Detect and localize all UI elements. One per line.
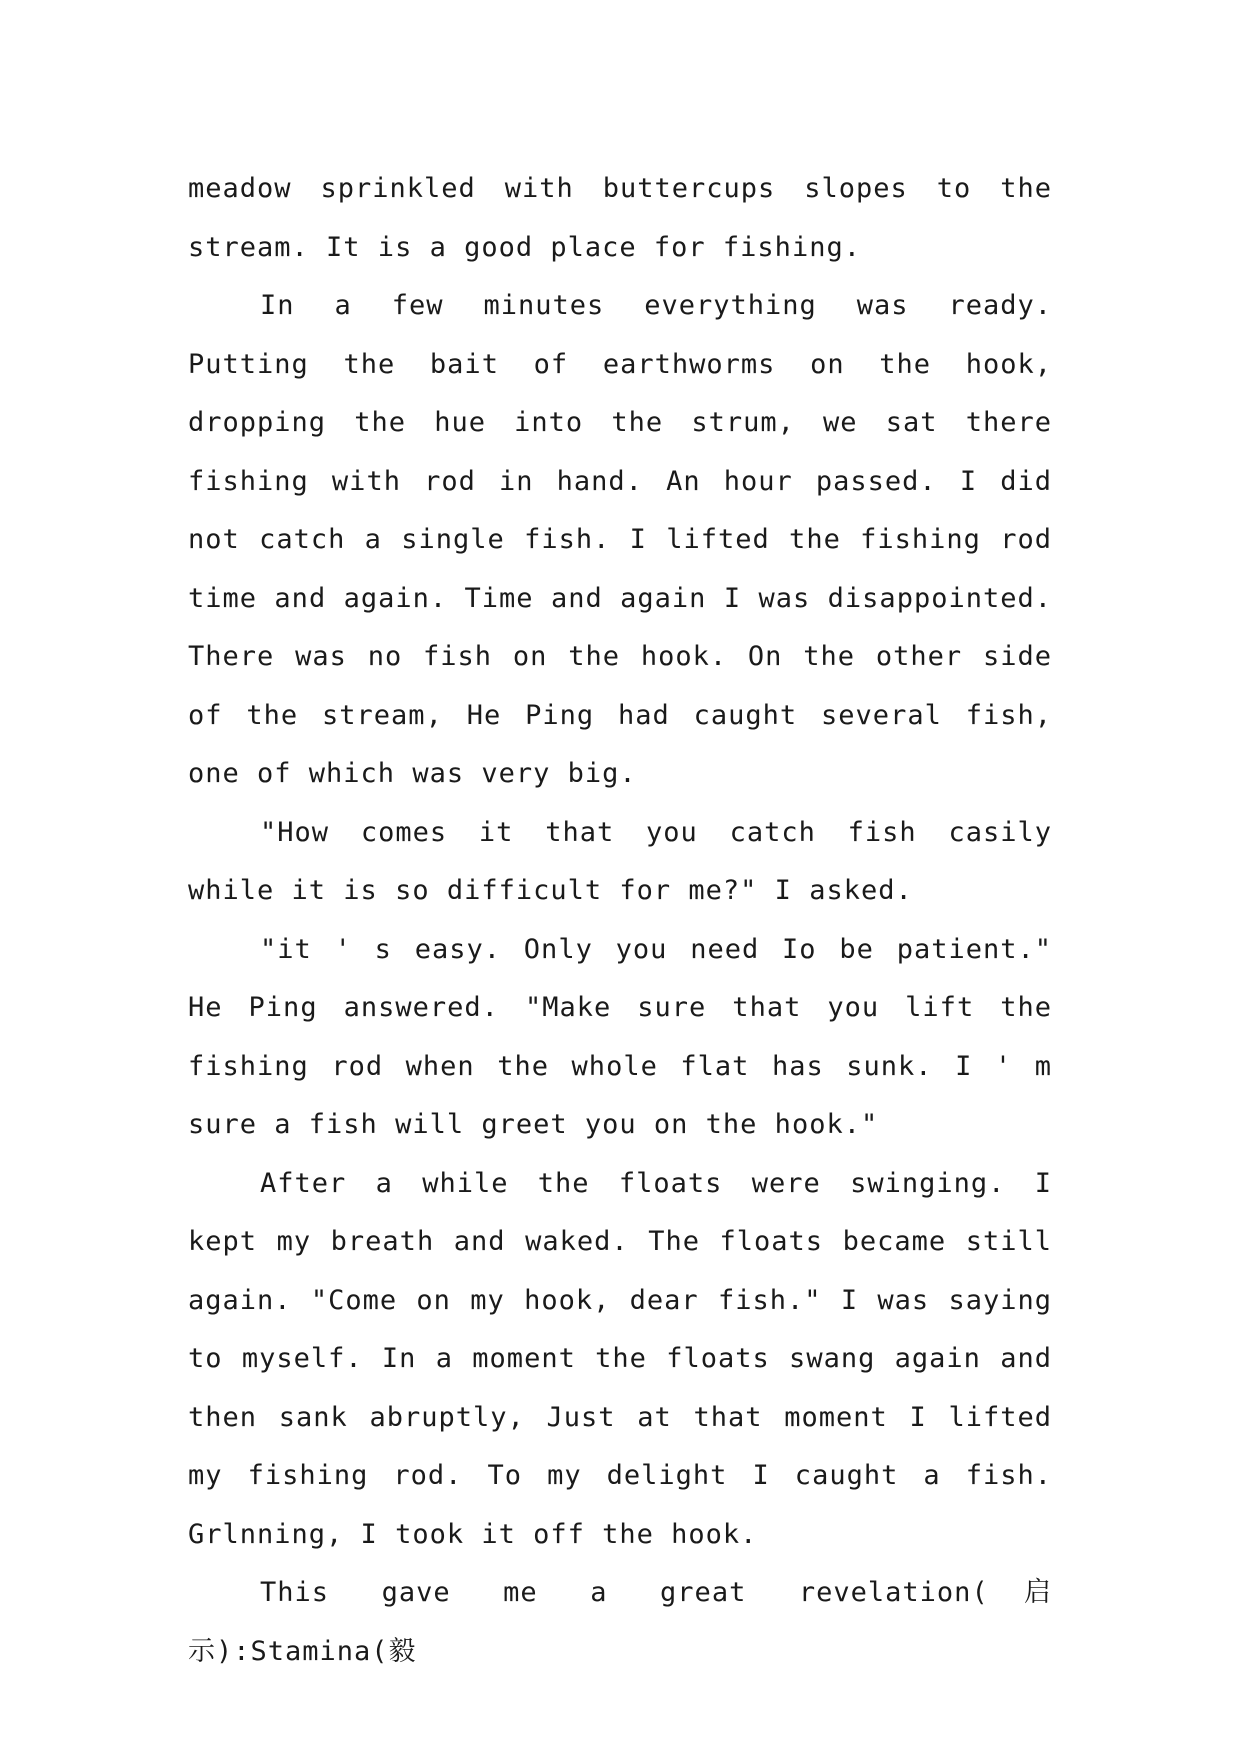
paragraph: "How comes it that you catch fish casily while it is so difficult for me?" I asked. <box>188 816 1052 906</box>
paragraph: After a while the floats were swinging. I kept my breath and waked. The floats became still again. "Come on my hook, dear fish." I was saying to myself. In a moment the floats swang again and then sank abruptly, Just at that moment I lifted my fishing rod. To my delight I caught a fish. Grlnning, I took it off the hook. <box>188 1167 1052 1550</box>
paragraph: "it ' s easy. Only you need Io be patient." He Ping answered. "Make sure that you lift the fishing rod when the whole flat has sunk. I ' m sure a fish will greet you on the hook." <box>188 933 1052 1140</box>
paragraph: meadow sprinkled with buttercups slopes to the stream. It is a good place for fishing. <box>188 173 1052 263</box>
paragraph: This gave me a great revelation(启示):Stamina(毅 <box>188 1577 1052 1667</box>
paragraph: In a few minutes everything was ready. Putting the bait of earthworms on the hook, dropping the hue into the strum, we sat there fishing with rod in hand. An hour passed. I did not catch a single fish. I lifted the fishing rod time and again. Time and again I was disappointed. There was no fish on the hook. On the other side of the stream, He Ping had caught several fish, one of which was very big. <box>188 290 1052 789</box>
body-text <box>188 160 1052 1681</box>
